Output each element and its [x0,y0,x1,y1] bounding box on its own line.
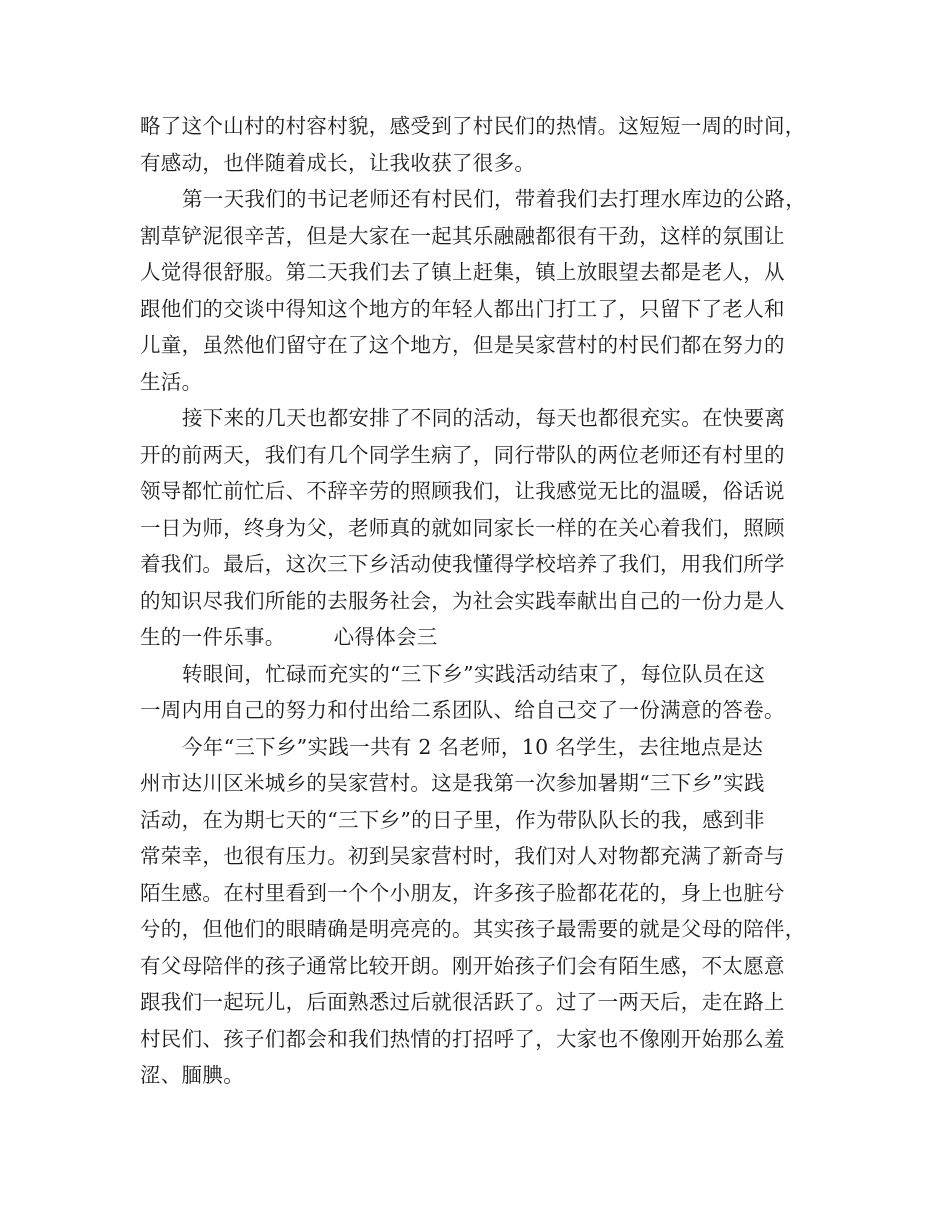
text-line: 涩、腼腆。 [140,1063,244,1087]
text-line: 村民们、孩子们都会和我们热情的打招呼了，大家也不像刚开始那么羞 [140,1026,785,1051]
text-line: 兮的，但他们的眼睛确是明亮亮的。其实孩子最需要的就是父母的陪伴， [140,917,806,941]
text-line: 今年“三下乡”实践一共有 2 名老师，10 名学生，去往地点是达 [182,734,764,759]
text-line: 略了这个山村的村容村貌，感受到了村民们的热情。这短短一周的时间， [140,114,806,138]
text-line: 的知识尽我们所能的去服务社会，为社会实践奉献出自己的一份力是人 [140,588,785,613]
text-line: 儿童，虽然他们留守在了这个地方，但是吴家营村的村民们都在努力的 [140,333,785,357]
text-line: 跟我们一起玩儿，后面熟悉过后就很活跃了。过了一两天后，走在路上 [140,990,785,1014]
text-line: 接下来的几天也都安排了不同的活动，每天也都很充实。在快要离 [182,406,786,430]
text-line: 生的一件乐事。 [140,625,286,649]
text-line: 领导都忙前忙后、不辞辛劳的照顾我们，让我感觉无比的温暖，俗话说 [140,479,785,503]
text-line-with-heading [140,619,820,656]
text-line: 陌生感。在村里看到一个个小朋友，许多孩子脸都花花的，身上也脏兮 [140,880,785,905]
text-line: 常荣幸，也很有压力。初到吴家营村时，我们对人对物都充满了新奇与 [140,844,785,868]
text-line: 活动，在为期七天的“三下乡”的日子里，作为带队队长的我，感到非 [140,807,765,832]
text-line: 有父母陪伴的孩子通常比较开朗。刚开始孩子们会有陌生感，不太愿意 [140,953,785,978]
document-body [140,108,820,1094]
text-line: 一周内用自己的努力和付出给二系团队、给自己交了一份满意的答卷。 [140,698,785,722]
text-line: 开的前两天，我们有几个同学生病了，同行带队的两位老师还有村里的 [140,442,785,467]
section-heading: 心得体会三 [333,625,438,649]
text-line: 割草铲泥很辛苦，但是大家在一起其乐融融都很有干劲，这样的氛围让 [140,223,785,248]
text-line: 第一天我们的书记老师还有村民们，带着我们去打理水库边的公路， [182,187,806,211]
text-line: 跟他们的交谈中得知这个地方的年轻人都出门打工了，只留下了老人和 [140,296,785,321]
text-line: 一日为师，终身为父，老师真的就如同家长一样的在关心着我们，照顾 [140,515,785,540]
text-line: 人觉得很舒服。第二天我们去了镇上赶集，镇上放眼望去都是老人，从 [140,260,785,284]
text-line: 转眼间，忙碌而充实的“三下乡”实践活动结束了，每位队员在这 [182,661,766,686]
text-line: 生活。 [140,369,203,394]
text-line: 州市达川区米城乡的吴家营村。这是我第一次参加暑期“三下乡”实践 [140,771,765,795]
text-line: 着我们。最后，这次三下乡活动使我懂得学校培养了我们，用我们所学 [140,552,785,576]
text-line: 有感动，也伴随着成长，让我收获了很多。 [140,150,536,175]
